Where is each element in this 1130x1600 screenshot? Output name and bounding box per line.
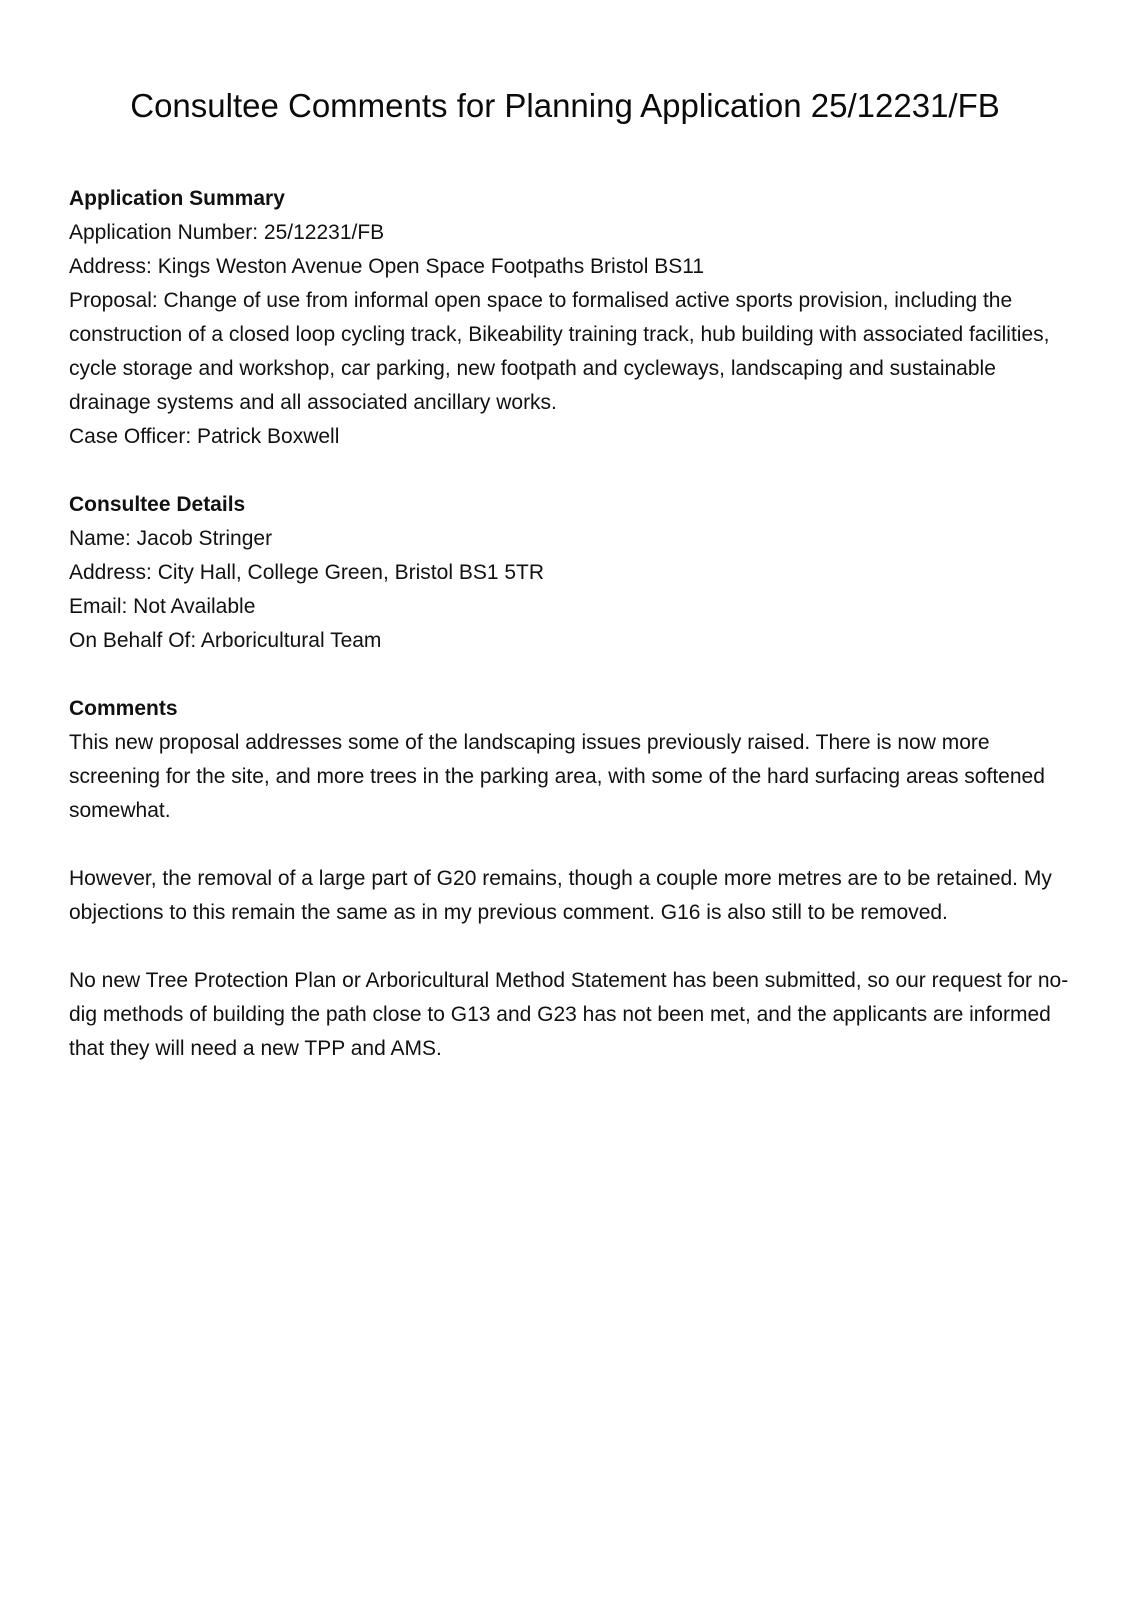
application-address: Address: Kings Weston Avenue Open Space Footpaths Bristol BS11 <box>69 255 705 278</box>
comment-paragraph: No new Tree Protection Plan or Arboricultural Method Statement has been submitted, so our request for no-dig methods of building the path close to G13 and G23 has not been met, and the applicants are informed that they will need a new TPP and AMS. <box>69 969 1069 1060</box>
section-spacer <box>69 454 1069 488</box>
section-spacer <box>69 658 1069 692</box>
application-number: Application Number: 25/12231/FB <box>69 221 385 244</box>
consultee-address: Address: City Hall, College Green, Bristol BS1 5TR <box>69 561 545 584</box>
consultee-email: Email: Not Available <box>69 595 256 618</box>
comment-paragraph: This new proposal addresses some of the landscaping issues previously raised. There is now more screening for the site, and more trees in the parking area, with some of the hard surfacing areas softened somewhat. <box>69 731 1045 822</box>
comments-heading: Comments <box>69 697 178 720</box>
application-proposal: Proposal: Change of use from informal open space to formalised active sports provision, including the construction of a closed loop cycling track, Bikeability training track, hub building with associated facilities, cycle storage and workshop, car parking, new footpath and cycleways, landscaping and sustainable drainage systems and all associated ancillary works. <box>69 289 1050 414</box>
application-summary-heading: Application Summary <box>69 187 285 210</box>
comment-paragraph: However, the removal of a large part of G20 remains, though a couple more metres are to be retained. My objections to this remain the same as in my previous comment. G16 is also still to be removed. <box>69 867 1052 924</box>
comments-section <box>69 692 1069 1066</box>
paragraph-spacer <box>69 930 1069 964</box>
paragraph-spacer <box>69 828 1069 862</box>
consultee-details-section <box>69 488 1069 658</box>
document-body <box>69 182 1069 1066</box>
consultee-name: Name: Jacob Stringer <box>69 527 273 550</box>
case-officer: Case Officer: Patrick Boxwell <box>69 425 340 448</box>
document-title: Consultee Comments for Planning Application 25/12231/FB <box>130 87 1000 124</box>
application-summary-section <box>69 182 1069 454</box>
consultee-on-behalf-of: On Behalf Of: Arboricultural Team <box>69 629 382 652</box>
consultee-details-heading: Consultee Details <box>69 493 246 516</box>
